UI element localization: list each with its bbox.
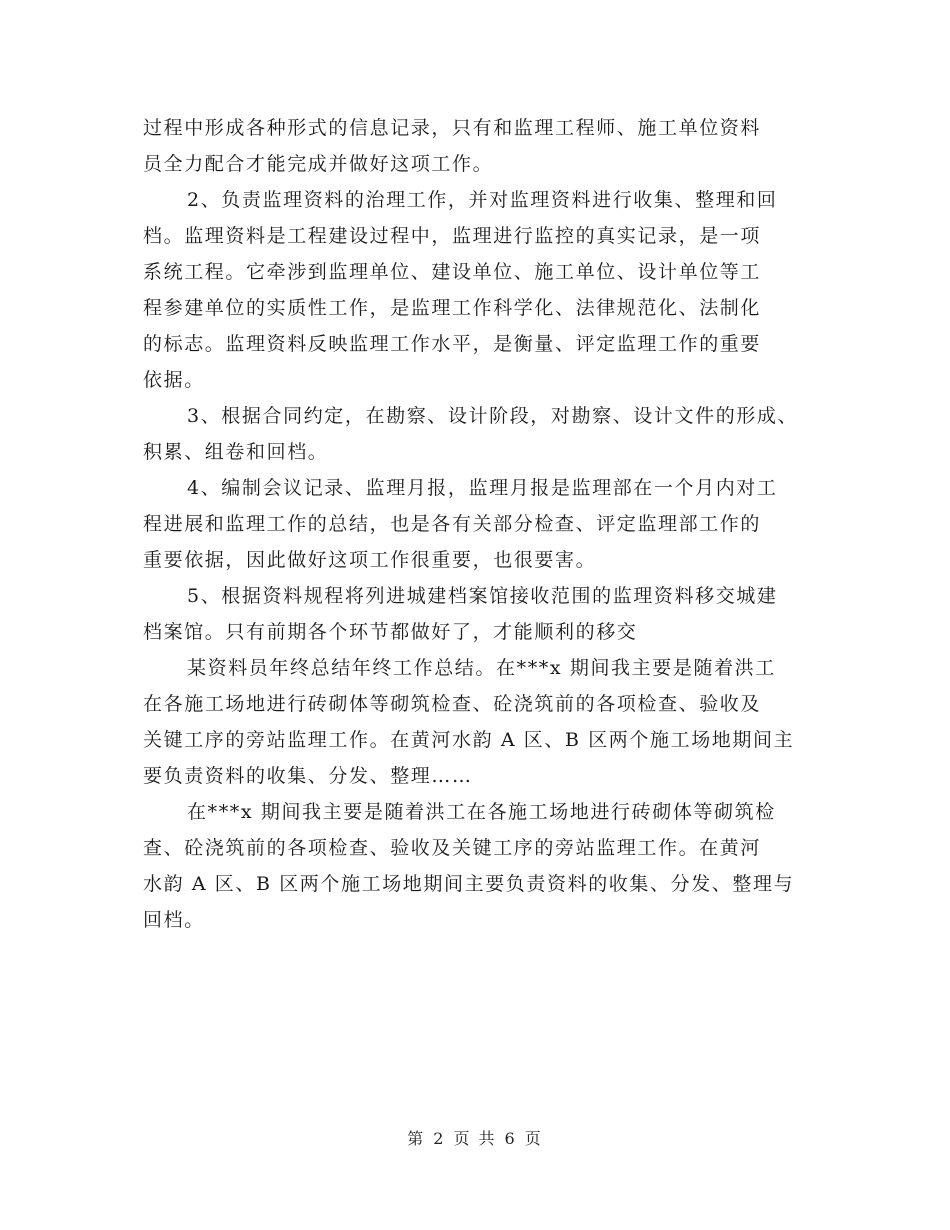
footer-suffix: 页 xyxy=(524,1129,543,1148)
paragraph-line: 5、根据资料规程将列进城建档案馆接收范围的监理资料移交城建 xyxy=(187,585,778,607)
paragraph-line: 3、根据合同约定，在勘察、设计阶段，对勘察、设计文件的形成、 xyxy=(187,405,799,427)
paragraph-line: 的标志。监理资料反映监理工作水平，是衡量、评定监理工作的重要 xyxy=(143,333,762,355)
paragraph-line: 在***x 期间我主要是随着洪工在各施工场地进行砖砌体等砌筑检 xyxy=(187,801,776,823)
paragraph-line: 依据。 xyxy=(143,369,205,391)
footer-middle: 页 共 xyxy=(453,1129,497,1148)
paragraph-line: 系统工程。它牵涉到监理单位、建设单位、施工单位、设计单位等工 xyxy=(143,261,762,283)
footer-total-pages: 6 xyxy=(504,1129,517,1148)
paragraph-line: 程进展和监理工作的总结，也是各有关部分检查、评定监理部工作的 xyxy=(143,513,762,535)
paragraph xyxy=(143,182,823,398)
paragraph-line: 关键工序的旁站监理工作。在黄河水韵 A 区、B 区两个施工场地期间主 xyxy=(143,729,795,751)
paragraph-line: 重要依据，因此做好这项工作很重要，也很要害。 xyxy=(143,549,597,571)
footer-page-number: 2 xyxy=(433,1129,446,1148)
footer-prefix: 第 xyxy=(407,1129,426,1148)
paragraph xyxy=(143,470,823,578)
paragraph-line: 水韵 A 区、B 区两个施工场地期间主要负责资料的收集、分发、整理与 xyxy=(143,873,795,895)
document-body xyxy=(143,110,823,938)
paragraph-line: 回档。 xyxy=(143,909,205,931)
paragraph-line: 积累、组卷和回档。 xyxy=(143,441,329,463)
paragraph-line: 档案馆。只有前期各个环节都做好了，才能顺利的移交 xyxy=(143,621,638,643)
paragraph-line: 查、砼浇筑前的各项检查、验收及关键工序的旁站监理工作。在黄河 xyxy=(143,837,762,859)
paragraph xyxy=(143,794,823,938)
paragraph-line: 员全力配合才能完成并做好这项工作。 xyxy=(143,153,494,175)
paragraph-line: 程参建单位的实质性工作，是监理工作科学化、法律规范化、法制化 xyxy=(143,297,762,319)
paragraph-line: 某资料员年终总结年终工作总结。在***x 期间我主要是随着洪工 xyxy=(187,657,776,679)
paragraph-line: 要负责资料的收集、分发、整理…… xyxy=(143,765,473,787)
paragraph xyxy=(143,650,823,794)
page-footer xyxy=(0,1126,950,1149)
paragraph xyxy=(143,398,823,470)
paragraph xyxy=(143,110,823,182)
paragraph-line: 过程中形成各种形式的信息记录，只有和监理工程师、施工单位资料 xyxy=(143,117,762,139)
paragraph-line: 2、负责监理资料的治理工作，并对监理资料进行收集、整理和回 xyxy=(187,189,778,211)
paragraph-line: 4、编制会议记录、监理月报，监理月报是监理部在一个月内对工 xyxy=(187,477,778,499)
paragraph xyxy=(143,578,823,650)
paragraph-line: 档。监理资料是工程建设过程中，监理进行监控的真实记录，是一项 xyxy=(143,225,762,247)
paragraph-line: 在各施工场地进行砖砌体等砌筑检查、砼浇筑前的各项检查、验收及 xyxy=(143,693,762,715)
